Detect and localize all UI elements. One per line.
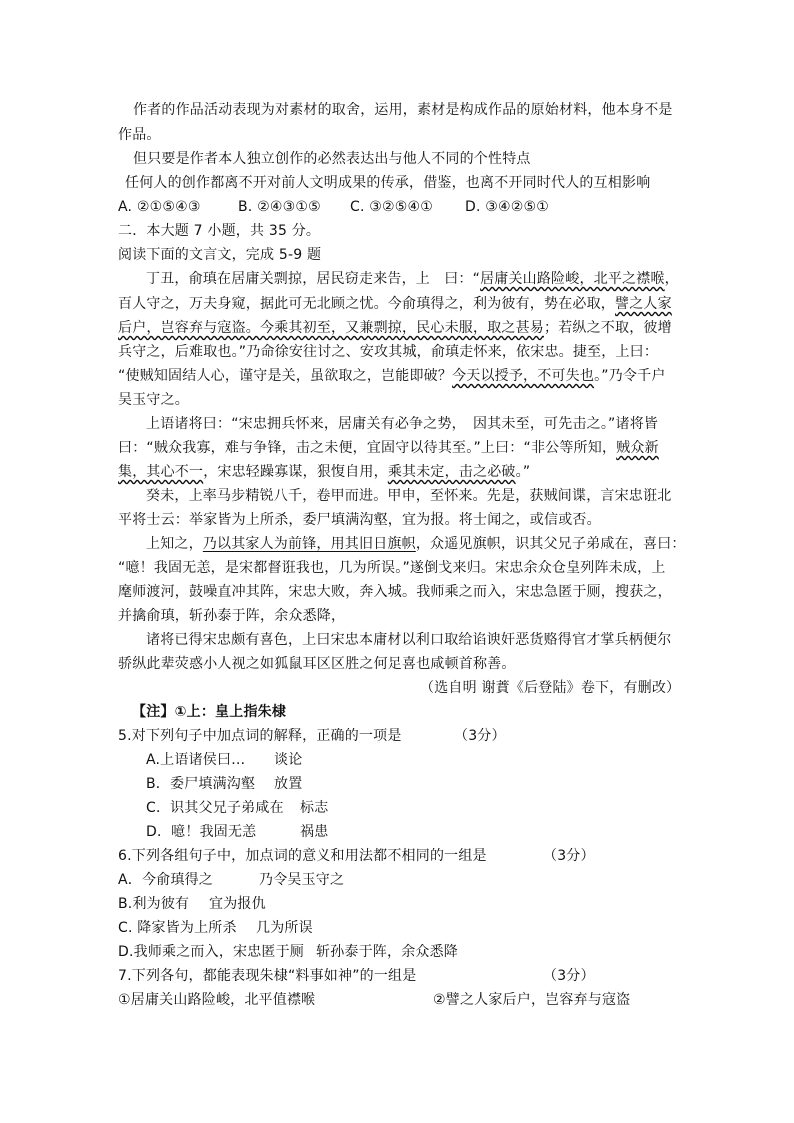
option-b: B. ②④③①⑤ bbox=[238, 199, 321, 215]
q5-option-d-meaning: 祸患 bbox=[300, 824, 329, 840]
passage-line-2 bbox=[118, 295, 672, 313]
question-5: 5.对下列句子中加点词的解释，正确的一项是 bbox=[118, 728, 402, 744]
underlined-sentence-1: 居庸关山路险峻，北平之襟喉 bbox=[480, 271, 665, 287]
q7-item-2: ②譬之人家后户，岂容弃与寇盗 bbox=[433, 992, 631, 1008]
passage-line-10: 癸未，上率马步精锐八千，卷甲而进。甲申，至怀来。先是，获贼间谍，言宋忠诳北 bbox=[146, 488, 672, 504]
passage-line-13: “噫！我固无恙，是宋都督诳我也，几为所误。”遂倒戈来归。宋忠余众仓皇列阵未成，上 bbox=[118, 560, 666, 576]
passage-line-15: 并擒俞瑱，斩孙泰于阵，余众悉降， bbox=[118, 608, 346, 624]
passage-line-4: 兵守之，后难取也。”乃命徐安往讨之、安攻其城，俞瑱走怀来，依宋忠。捷至，上曰： bbox=[118, 344, 659, 360]
q6-option-d: D.我师乘之而入，宋忠匿于厕 bbox=[118, 944, 305, 960]
question-6-score: （3分） bbox=[543, 848, 595, 864]
passage-line-14: 麾师渡河，鼓噪直冲其阵，宋忠大败，奔入城。我师乘之而入，宋忠急匿于厕，搜获之， bbox=[118, 584, 672, 600]
passage-line-6: 吴玉守之。 bbox=[118, 392, 189, 408]
annotation-note: 【注】①上：皇上指朱棣 bbox=[132, 704, 287, 720]
passage-line-11: 平将士云：举家皆为上所杀，委尸填满沟壑，宜为报。将士闻之，或信或否。 bbox=[118, 512, 601, 528]
text-line-4: 任何人的创作都离不开对前人文明成果的传承，借鉴，也离不开同时代人的互相影响 bbox=[125, 175, 651, 191]
underlined-sentence-3: 后户，岂容弃与寇盗。今乘其初至，又兼剽掠，民心未服，取之甚易 bbox=[118, 320, 544, 336]
text-line-1: 作者的作品活动表现为对素材的取舍，运用，素材是构成作品的原始材料，他本身不是 bbox=[133, 102, 673, 118]
text-line-3: 但只要是作者本人独立创作的必然表达出与他人不同的个性特点 bbox=[133, 151, 531, 167]
q5-option-c-meaning: 标志 bbox=[300, 800, 329, 816]
question-5-score: （3分） bbox=[454, 728, 506, 744]
q6-option-c-pair: 几为所误 bbox=[256, 920, 313, 936]
passage-text: 丁丑，俞瑱在居庸关剽掠，居民窃走来告，上 曰：“ bbox=[146, 271, 481, 287]
q6-option-b-pair: 宜为报仇 bbox=[209, 896, 266, 912]
underlined-sentence-4: 今天以授予，不可失也 bbox=[452, 368, 595, 384]
option-c: C. ③②⑤④① bbox=[350, 199, 434, 215]
passage-line-5 bbox=[118, 367, 666, 385]
q5-option-a: A.上语诸侯曰… bbox=[146, 752, 246, 768]
q6-option-a-pair: 乃令吴玉守之 bbox=[259, 872, 345, 888]
option-d: D. ③④②⑤① bbox=[465, 199, 550, 215]
underlined-sentence-6: 集，其心不一 bbox=[118, 464, 204, 480]
passage-text: 曰：“贼众我寡，难与争锋，击之未便，宜固守以待其至。”上曰：“非公等所知， bbox=[118, 440, 617, 456]
section-heading: 二．本大题 7 小题，共 35 分。 bbox=[118, 223, 321, 239]
passage-line-1 bbox=[146, 270, 679, 288]
passage-text: 百人守之，万夫身窥，据此可无北顾之忧。今俞瑱得之，利为彼有，势在必取， bbox=[118, 296, 615, 312]
q6-option-b: B.利为彼有 bbox=[118, 896, 190, 912]
underlined-sentence-8: 乃以其家人为前锋，用其旧日旗帜 bbox=[202, 536, 416, 552]
passage-line-7: 上语诸将曰：“宋忠拥兵怀来，居庸关有必争之势， 因其未至，可先击之。”诸将皆 bbox=[146, 416, 659, 432]
question-7-score: （3分） bbox=[543, 968, 595, 984]
q6-option-c: C. 降家皆为上所杀 bbox=[118, 920, 237, 936]
passage-text: 。”乃令千户 bbox=[594, 368, 666, 384]
q5-option-b: B．委尸填满沟壑 bbox=[146, 776, 256, 792]
source-citation: （选自明 谢蕡《后登陆》卷下，有删改） bbox=[420, 680, 681, 696]
passage-text: ， bbox=[664, 271, 679, 287]
passage-text: “使贼知固结人心，谨守是关，虽欲取之，岂能即破？ bbox=[118, 368, 453, 384]
q6-option-d-pair: 斩孙泰于阵，余众悉降 bbox=[316, 944, 458, 960]
q5-option-c: C．识其父兄子弟咸在 bbox=[146, 800, 284, 816]
passage-line-3 bbox=[118, 319, 672, 337]
passage-text: 。” bbox=[515, 464, 531, 480]
passage-line-17: 骄纵此辈荧惑小人视之如狐鼠耳区区胜之何足喜也咸顿首称善。 bbox=[118, 656, 516, 672]
passage-text: ；若纵之不取，彼增 bbox=[544, 320, 672, 336]
passage-text: ，宋忠轻躁寡谋，狠愎自用， bbox=[203, 464, 388, 480]
underlined-sentence-2: 譬之人家 bbox=[615, 296, 672, 312]
passage-text: 上知之， bbox=[146, 536, 203, 552]
passage-line-16: 诸将已得宋忠颇有喜色，上曰宋忠本庸材以利口取给谄谀奸恶货赂得官才掌兵柄便尔 bbox=[146, 632, 672, 648]
q7-item-1: ①居庸关山路险峻，北平值襟喉 bbox=[118, 992, 316, 1008]
passage-line-12 bbox=[146, 535, 686, 553]
q5-option-b-meaning: 放置 bbox=[274, 776, 303, 792]
passage-line-8 bbox=[118, 439, 659, 457]
q5-option-d: D．噫！我固无恙 bbox=[146, 824, 257, 840]
underlined-sentence-7: 乘其未定，击之必破 bbox=[387, 464, 516, 480]
passage-text: ，众遥见旗帜，识其父兄子弟咸在，喜曰： bbox=[415, 536, 686, 552]
underlined-sentence-5: 贼众新 bbox=[616, 440, 659, 456]
q5-option-a-meaning: 谈论 bbox=[274, 752, 303, 768]
option-a: A. ②①⑤④③ bbox=[118, 199, 201, 215]
q6-option-a: A．今俞瑱得之 bbox=[118, 872, 213, 888]
reading-instruction: 阅读下面的文言文，完成 5-9 题 bbox=[118, 247, 322, 263]
text-line-2: 作品。 bbox=[118, 127, 161, 143]
passage-line-9 bbox=[118, 463, 530, 481]
question-6: 6.下列各组句子中，加点词的意义和用法都不相同的一组是 bbox=[118, 848, 487, 864]
question-7: 7.下列各句，都能表现朱棣“料事如神”的一组是 bbox=[118, 968, 417, 984]
